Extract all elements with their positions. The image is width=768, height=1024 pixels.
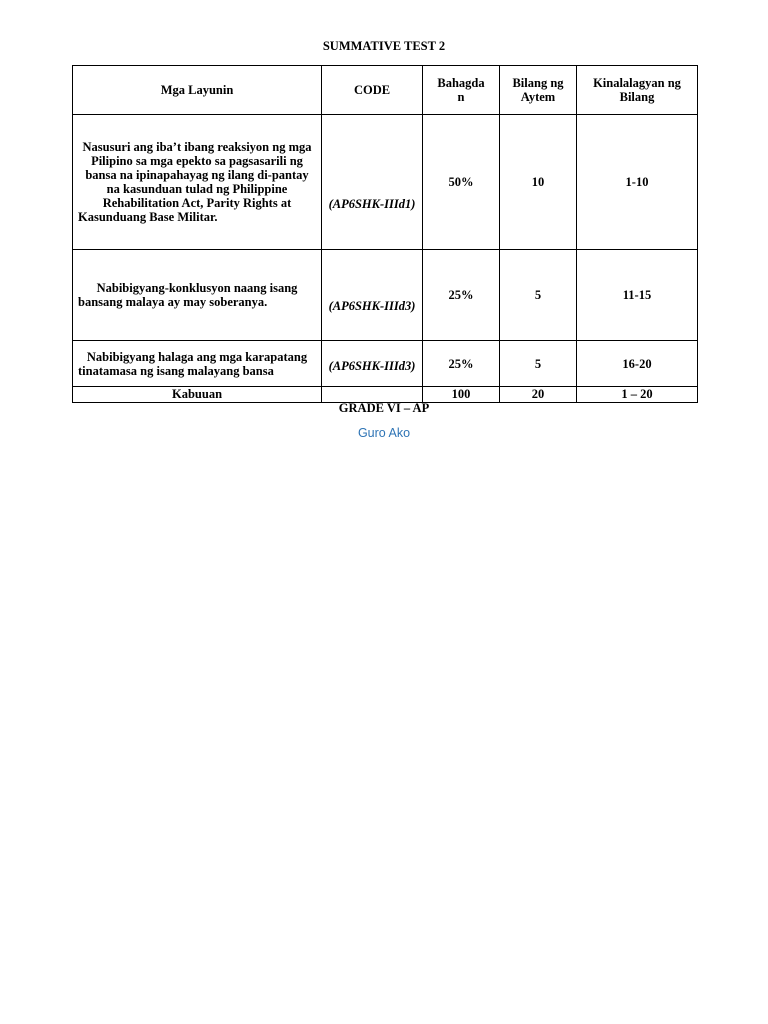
grade-label: GRADE VI – AP [338, 401, 430, 415]
total-placement-cell: 1 – 20 [577, 387, 698, 403]
header-code: CODE [322, 66, 423, 115]
header-bilang-ng-aytem [500, 66, 577, 115]
table-row [73, 250, 698, 341]
header-bahagdan-line-1: Bahagda [437, 76, 485, 90]
header-kinalalagyan-line-2: Bilang [619, 90, 655, 104]
code-cell: (AP6SHK-IIId3) [322, 341, 423, 387]
table-header-row [73, 66, 698, 115]
code-cell: (AP6SHK-IIId3) [322, 250, 423, 341]
author-name: Guro Ako [357, 426, 411, 440]
table-row [73, 115, 698, 250]
total-percent-cell: 100 [423, 387, 500, 403]
header-kinalalagyan-line-1: Kinalalagyan ng [593, 76, 681, 90]
code-cell: (AP6SHK-IIId1) [322, 115, 423, 250]
objective-cell: Nabibigyang-konklusyon naang isang bansang malaya ay may soberanya. [73, 250, 322, 341]
document-title: SUMMATIVE TEST 2 [322, 39, 446, 53]
header-kinalalagyan-ng-bilang [577, 66, 698, 115]
header-bilang-line-1: Bilang ng [512, 76, 564, 90]
items-cell: 5 [500, 341, 577, 387]
table-row [73, 341, 698, 387]
total-label-cell: Kabuuan [73, 387, 322, 403]
placement-cell: 1-10 [577, 115, 698, 250]
objective-cell: Nasusuri ang iba’t ibang reaksiyon ng mga Pilipino sa mga epekto sa pagsasarili ng bansa na ipinapahayag ng ilang di-pantay na kasunduan tulad ng Philippine Rehabilitation Act, Parity Rights at Kasunduang Base Militar. [73, 115, 322, 250]
table-of-specifications [72, 65, 698, 403]
placement-cell: 11-15 [577, 250, 698, 341]
header-bahagdan [423, 66, 500, 115]
header-mga-layunin: Mga Layunin [73, 66, 322, 115]
percent-cell: 25% [423, 250, 500, 341]
percent-cell: 50% [423, 115, 500, 250]
items-cell: 10 [500, 115, 577, 250]
header-bahagdan-line-2: n [457, 90, 465, 104]
percent-cell: 25% [423, 341, 500, 387]
total-items-cell: 20 [500, 387, 577, 403]
objective-cell: Nabibigyang halaga ang mga karapatang tinatamasa ng isang malayang bansa [73, 341, 322, 387]
placement-cell: 16-20 [577, 341, 698, 387]
header-bilang-line-2: Aytem [520, 90, 556, 104]
items-cell: 5 [500, 250, 577, 341]
